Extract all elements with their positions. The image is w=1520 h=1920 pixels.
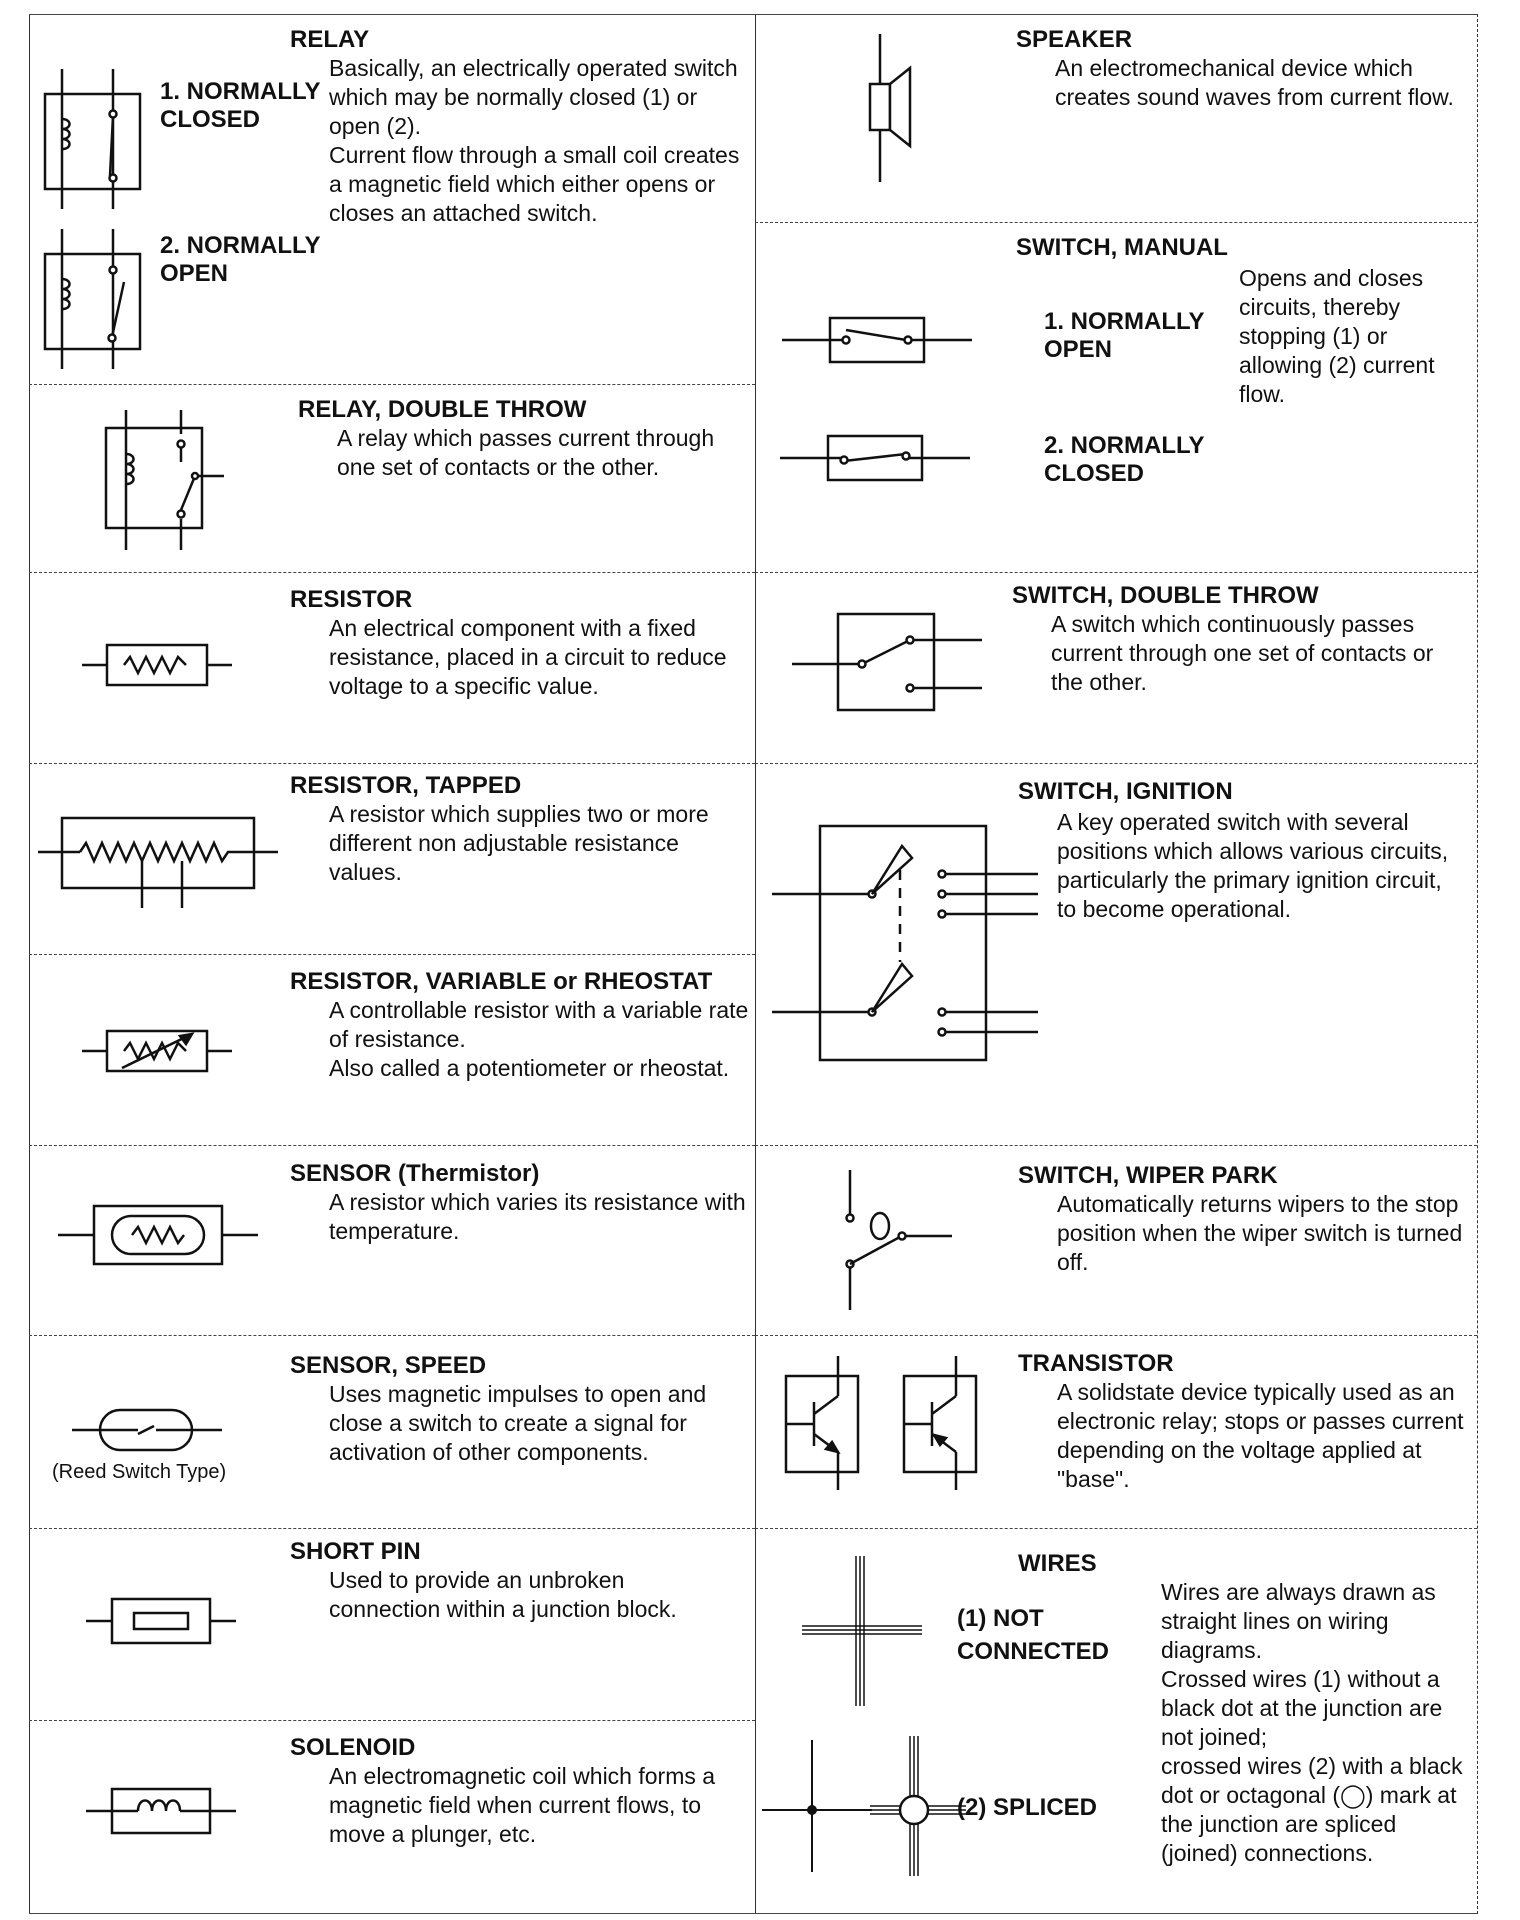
right-separator bbox=[755, 572, 1477, 573]
resistor-tapped-title: RESISTOR, TAPPED bbox=[290, 772, 522, 799]
wires-spliced-dot-symbol bbox=[762, 1740, 872, 1872]
switch-wiper-park-title: SWITCH, WIPER PARK bbox=[1018, 1162, 1278, 1189]
relay-normally-open-symbol bbox=[40, 224, 150, 374]
switch-ignition-symbol bbox=[772, 822, 1042, 1062]
switch-double-throw-title: SWITCH, DOUBLE THROW bbox=[1012, 582, 1319, 609]
resistor-variable-symbol bbox=[82, 1024, 232, 1078]
wires-not-connected-symbol bbox=[802, 1556, 922, 1706]
transistor-description: A solidstate device typically used as an electronic relay; stops or passes current depending on the voltage applied at "base". bbox=[1057, 1379, 1464, 1492]
relay-nc-label: 1. NORMALLY CLOSED bbox=[160, 78, 321, 133]
relay-double-throw-symbol bbox=[96, 404, 236, 554]
relay-no-label: 2. NORMALLY OPEN bbox=[160, 232, 321, 287]
speaker-description: An electromechanical device which creates sound waves from current flow. bbox=[1055, 55, 1454, 110]
resistor-symbol bbox=[82, 640, 232, 690]
short-pin-description: Used to provide an unbroken connection within a junction block. bbox=[329, 1567, 677, 1622]
outer-right-border bbox=[1477, 14, 1478, 1914]
top-border bbox=[29, 14, 1477, 15]
left-separator bbox=[29, 1720, 755, 1721]
transistor-title: TRANSISTOR bbox=[1018, 1350, 1174, 1377]
short-pin-symbol bbox=[86, 1594, 236, 1648]
short-pin-title: SHORT PIN bbox=[290, 1538, 421, 1565]
speaker-symbol bbox=[862, 34, 932, 182]
left-separator bbox=[29, 1528, 755, 1529]
wires-not-connected-label: (1) NOT CONNECTED bbox=[957, 1605, 1110, 1665]
wires-spliced-label: (2) SPLICED bbox=[957, 1794, 1098, 1821]
sensor-thermistor-description: A resistor which varies its resistance with temperature. bbox=[329, 1189, 746, 1244]
left-separator bbox=[29, 1145, 755, 1146]
wires-title: WIRES bbox=[1018, 1550, 1097, 1577]
wires-description: Wires are always drawn as straight lines on wiring diagrams. Crossed wires (1) without a black dot at the junction are not joined; crossed wires (2) with a black dot or octagonal (◯) mark at the junction are spliced (joined) connections. bbox=[1161, 1579, 1463, 1866]
outer-left-border bbox=[29, 14, 30, 1914]
resistor-title: RESISTOR bbox=[290, 586, 413, 613]
sensor-speed-title: SENSOR, SPEED bbox=[290, 1352, 487, 1379]
wires-spliced-octagon-symbol bbox=[870, 1736, 966, 1876]
right-separator bbox=[755, 1335, 1477, 1336]
switch-manual-normally-open-symbol bbox=[782, 314, 972, 364]
right-separator bbox=[755, 763, 1477, 764]
switch-wiper-park-description: Automatically returns wipers to the stop position when the wiper switch is turned off. bbox=[1057, 1191, 1463, 1275]
switch-ignition-title: SWITCH, IGNITION bbox=[1018, 778, 1233, 805]
left-separator bbox=[29, 763, 755, 764]
sensor-speed-description: Uses magnetic impulses to open and close a switch to create a signal for activation of other components. bbox=[329, 1381, 707, 1465]
relay-title: RELAY bbox=[290, 26, 370, 53]
switch-double-throw-symbol bbox=[792, 612, 982, 712]
right-separator bbox=[755, 222, 1477, 223]
switch-ignition-description: A key operated switch with several positions which allows various circuits, particularly the primary ignition circuit, to become operational. bbox=[1057, 809, 1449, 922]
resistor-variable-description: A controllable resistor with a variable rate of resistance. Also called a potentiometer or rheostat. bbox=[329, 997, 749, 1081]
relay-description: Basically, an electrically operated switch which may be normally closed (1) or open (2). Current flow through a small coil creates a magnetic field which either opens or closes an attached switch. bbox=[329, 55, 740, 226]
center-divider bbox=[755, 14, 756, 1914]
transistor-npn-symbol bbox=[786, 1356, 870, 1490]
switch-manual-title: SWITCH, MANUAL bbox=[1016, 234, 1228, 261]
transistor-pnp-symbol bbox=[904, 1356, 988, 1490]
solenoid-title: SOLENOID bbox=[290, 1734, 416, 1761]
relay-normally-closed-symbol bbox=[40, 64, 150, 214]
left-separator bbox=[29, 1335, 755, 1336]
resistor-tapped-description: A resistor which supplies two or more different non adjustable resistance values. bbox=[329, 801, 709, 885]
right-separator bbox=[755, 1145, 1477, 1146]
switch-manual-normally-closed-symbol bbox=[780, 432, 970, 482]
switch-manual-no-label: 1. NORMALLY OPEN bbox=[1044, 308, 1205, 363]
sensor-speed-symbol bbox=[72, 1404, 222, 1456]
resistor-tapped-symbol bbox=[38, 812, 278, 908]
bottom-border bbox=[29, 1913, 1477, 1914]
relay-double-throw-title: RELAY, DOUBLE THROW bbox=[298, 396, 587, 423]
speaker-title: SPEAKER bbox=[1016, 26, 1133, 53]
relay-double-throw-description: A relay which passes current through one set of contacts or the other. bbox=[337, 425, 715, 480]
switch-double-throw-description: A switch which continuously passes current through one set of contacts or the other. bbox=[1051, 611, 1434, 695]
switch-manual-description: Opens and closes circuits, thereby stopping (1) or allowing (2) current flow. bbox=[1239, 265, 1435, 407]
solenoid-symbol bbox=[86, 1784, 236, 1838]
left-separator bbox=[29, 384, 755, 385]
left-separator bbox=[29, 572, 755, 573]
resistor-variable-title: RESISTOR, VARIABLE or RHEOSTAT bbox=[290, 968, 713, 995]
sensor-speed-caption: (Reed Switch Type) bbox=[52, 1461, 227, 1483]
right-separator bbox=[755, 1528, 1477, 1529]
sensor-thermistor-title: SENSOR (Thermistor) bbox=[290, 1160, 540, 1187]
switch-manual-nc-label: 2. NORMALLY CLOSED bbox=[1044, 432, 1205, 487]
sensor-thermistor-symbol bbox=[58, 1202, 258, 1268]
switch-wiper-park-symbol bbox=[830, 1164, 970, 1314]
left-separator bbox=[29, 954, 755, 955]
resistor-description: An electrical component with a fixed resistance, placed in a circuit to reduce voltage to a specific value. bbox=[329, 615, 727, 699]
solenoid-description: An electromagnetic coil which forms a magnetic field when current flows, to move a plunger, etc. bbox=[329, 1763, 716, 1847]
